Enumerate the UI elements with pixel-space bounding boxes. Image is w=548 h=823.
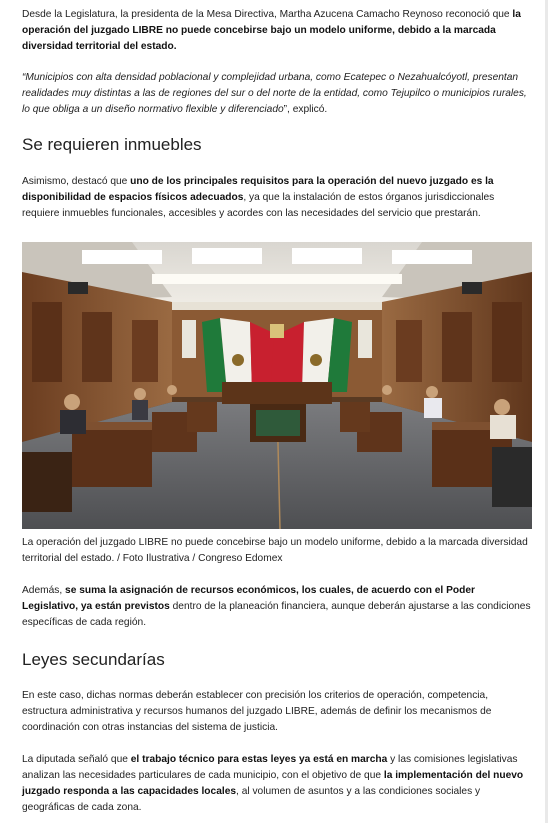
paragraph-normas: En este caso, dichas normas deberán establecer con precisión los criterios de operación, competencia, estructura administrativa y recursos humanos del juzgado LIBRE, además de definir los mecanismos de coordinación con otras instancias del sistema de justicia.	[22, 690, 492, 733]
section-heading-inmuebles: Se requieren inmuebles	[22, 135, 202, 154]
photo-caption: La operación del juzgado LIBRE no puede concebirse bajo un modelo uniforme, debido a la marcada diversidad territorial del estado. / Foto Ilustrativa / Congreso Edomex	[22, 537, 528, 564]
quote-paragraph	[22, 70, 532, 118]
paragraph-bold: la implementación del nuevo juzgado responda a las capacidades locales	[22, 770, 524, 797]
paragraph-bold: la operación del juzgado LIBRE no puede concebirse bajo un modelo uniforme, debido a la marcada diversidad territorial del estado.	[22, 9, 521, 52]
paragraph-text: dentro de la planeación financiera, aunque deberán ajustarse a las condiciones específicas de cada región.	[22, 601, 531, 628]
quote-text: “Municipios con alta densidad poblacional y complejidad urbana, como Ecatepec o Nezahualcóyotl, presentan realidades muy distintas a las de regiones del sur o del norte de la entidad, como Tejupilco o municipios rurales, lo que obliga a un diseño normativo flexible y diferenciado	[22, 72, 527, 115]
paragraph-diputada	[22, 752, 532, 816]
paragraph-bold: el trabajo técnico para estas leyes ya está en marcha	[130, 754, 388, 765]
paragraph-bold: uno de los principales requisitos para la operación del nuevo juzgado es la disponibilidad de espacios físicos adecuados	[22, 176, 494, 203]
chamber-illustration	[22, 242, 532, 529]
paragraph-recursos	[22, 583, 532, 631]
paragraph-text: Desde la Legislatura, la presidenta de la Mesa Directiva, Martha Azucena Camacho Reynoso reconoció que	[22, 9, 513, 20]
paragraph-bold: se suma la asignación de recursos económicos, los cuales, de acuerdo con el Poder Legislativo, ya están previstos	[22, 585, 475, 612]
paragraph-text: Además,	[22, 585, 66, 596]
quote-attribution: ”, explicó.	[283, 104, 328, 115]
congress-chamber-photo	[22, 242, 532, 529]
paragraph-text: Asimismo, destacó que	[22, 176, 131, 187]
paragraph-inmuebles	[22, 174, 532, 222]
paragraph-text: , ya que la instalación de estos órganos jurisdiccionales requiere inmuebles funcionales, accesibles y acordes con las necesidades del servicio que prestarán.	[22, 192, 495, 219]
paragraph-text: , al volumen de asuntos y a las condiciones sociales y geográficas de cada zona.	[22, 786, 481, 813]
section-heading-leyes: Leyes secundarías	[22, 650, 165, 669]
paragraph-text: y las comisiones legislativas analizan las necesidades particulares de cada municipio, con el objetivo de que	[22, 754, 518, 781]
paragraph-text: La diputada señaló que	[22, 754, 131, 765]
paragraph-intro	[22, 7, 532, 55]
